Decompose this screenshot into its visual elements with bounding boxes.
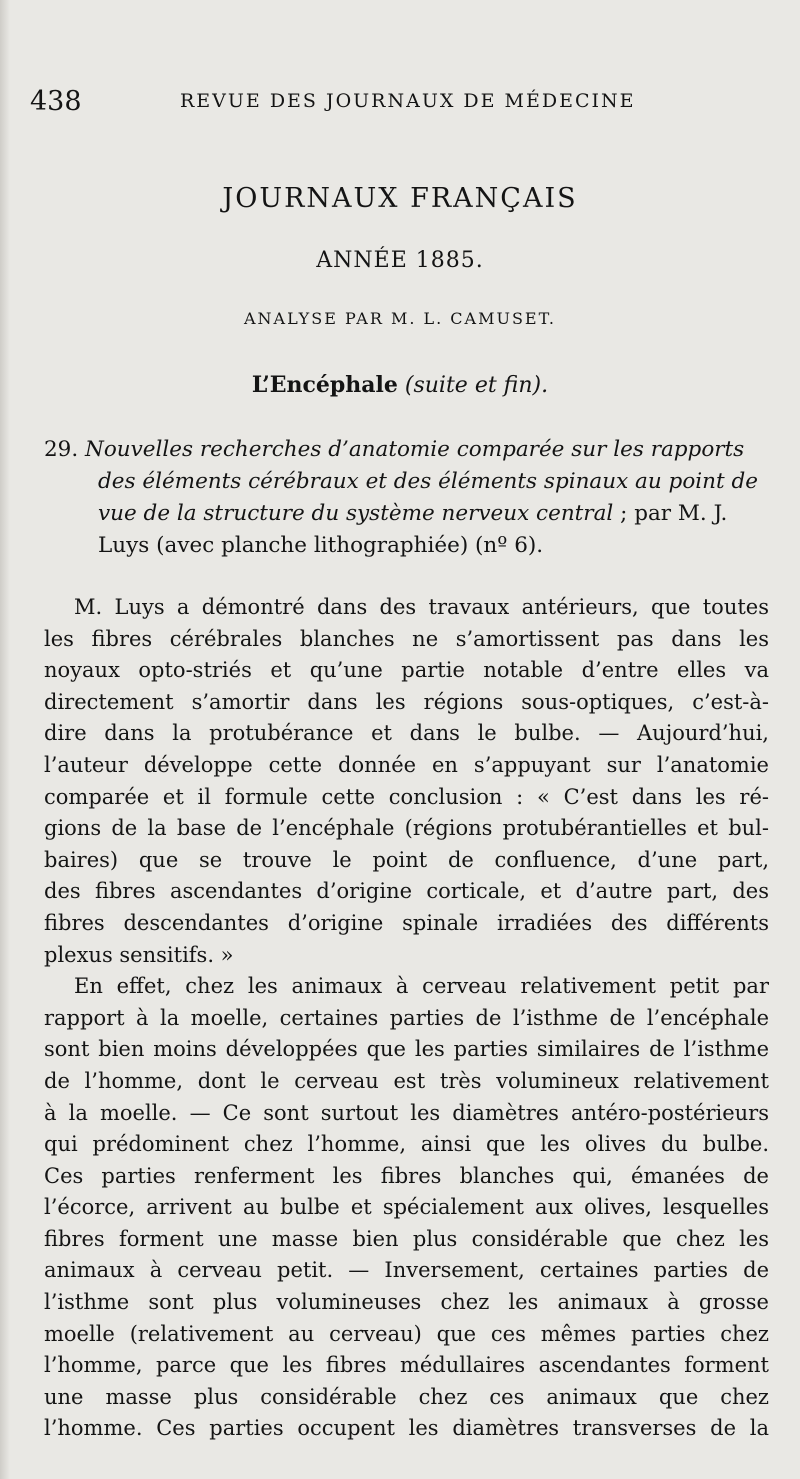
subsection-heading xyxy=(0,372,800,398)
text-line: Ces parties renferment les fibres blanches qui, émanées de xyxy=(44,1163,769,1188)
journal-title: REVUE DES JOURNAUX DE MÉDECINE xyxy=(180,90,636,112)
text-line: l’écorce, arrivent au bulbe et spécialement aux olives, lesquelles xyxy=(44,1195,769,1220)
text-line: l’homme, parce que les fibres médullaires ascendantes forment xyxy=(44,1353,769,1378)
text-line: fibres descendantes d’origine spinale irradiées des différents xyxy=(44,910,769,935)
text-line: M. Luys a démontré dans des travaux antérieurs, que toutes xyxy=(74,595,769,619)
entry-number: 29. xyxy=(44,437,79,462)
entry-title-text: vue de la structure du système nerveux central xyxy=(98,501,614,526)
subsection-title: L’Encéphale xyxy=(251,372,398,398)
text-line: baires) que se trouve le point de confluence, d’une part, xyxy=(44,847,769,872)
text-line: sont bien moins développées que les parties similaires de l’isthme xyxy=(44,1037,769,1062)
article-body xyxy=(44,592,769,1445)
text-line: dire dans la protubérance et dans le bulbe. — Aujourd’hui, xyxy=(44,721,769,746)
text-line: animaux à cerveau petit. — Inversement, certaines parties de xyxy=(44,1258,769,1283)
text-line: une masse plus considérable chez ces animaux que chez xyxy=(44,1384,769,1409)
running-head xyxy=(30,86,770,126)
page-number: 438 xyxy=(30,86,82,117)
entry-heading xyxy=(44,434,764,562)
section-year: ANNÉE 1885. xyxy=(316,248,484,273)
text-line: fibres forment une masse bien plus considérable que chez les xyxy=(44,1226,769,1251)
subsection-note: (suite et fin). xyxy=(404,373,549,398)
text-line: plexus sensitifs. » xyxy=(44,942,234,967)
text-line: gions de la base de l’encéphale (régions protubérantielles et bul- xyxy=(44,816,769,841)
text-line: qui prédominent chez l’homme, ainsi que les olives du bulbe. xyxy=(44,1132,769,1157)
text-line: comparée et il formule cette conclusion : « C’est dans les ré- xyxy=(44,784,769,809)
section-title: JOURNAUX FRANÇAIS xyxy=(222,183,578,214)
text-line: de l’homme, dont le cerveau est très volumineux relativement xyxy=(44,1068,769,1093)
text-line: directement s’amortir dans les régions sous-optiques, c’est-à- xyxy=(44,689,769,714)
page-gutter-shadow xyxy=(0,0,10,1479)
text-line: moelle (relativement au cerveau) que ces mêmes parties chez xyxy=(44,1321,769,1346)
text-line: l’homme. Ces parties occupent les diamètres transverses de la xyxy=(44,1416,769,1441)
entry-title-line: Luys (avec planche lithographiée) (nº 6). xyxy=(98,533,544,558)
entry-title-text: Nouvelles recherches d’anatomie comparée sur les rapports xyxy=(85,437,745,462)
entry-title-line: des éléments cérébraux et des éléments spinaux au point de xyxy=(98,469,758,494)
entry-title-line xyxy=(44,498,764,530)
entry-title-line xyxy=(44,434,764,466)
entry-author-text: ; par M. J. xyxy=(613,501,728,526)
text-line: l’auteur développe cette donnée en s’appuyant sur l’anatomie xyxy=(44,752,769,777)
text-line: les fibres cérébrales blanches ne s’amortissent pas dans les xyxy=(44,626,769,651)
text-line: des fibres ascendantes d’origine corticale, et d’autre part, des xyxy=(44,879,769,904)
text-line: l’isthme sont plus volumineuses chez les animaux à grosse xyxy=(44,1290,769,1315)
text-line: noyaux opto-striés et qu’une partie notable d’entre elles va xyxy=(44,658,769,683)
text-line: rapport à la moelle, certaines parties de l’isthme de l’encéphale xyxy=(44,1005,769,1030)
section-byline: ANALYSE PAR M. L. CAMUSET. xyxy=(243,309,557,328)
text-line: à la moelle. — Ce sont surtout les diamètres antéro-postérieurs xyxy=(44,1100,769,1125)
text-line: En effet, chez les animaux à cerveau relativement petit par xyxy=(74,974,769,999)
